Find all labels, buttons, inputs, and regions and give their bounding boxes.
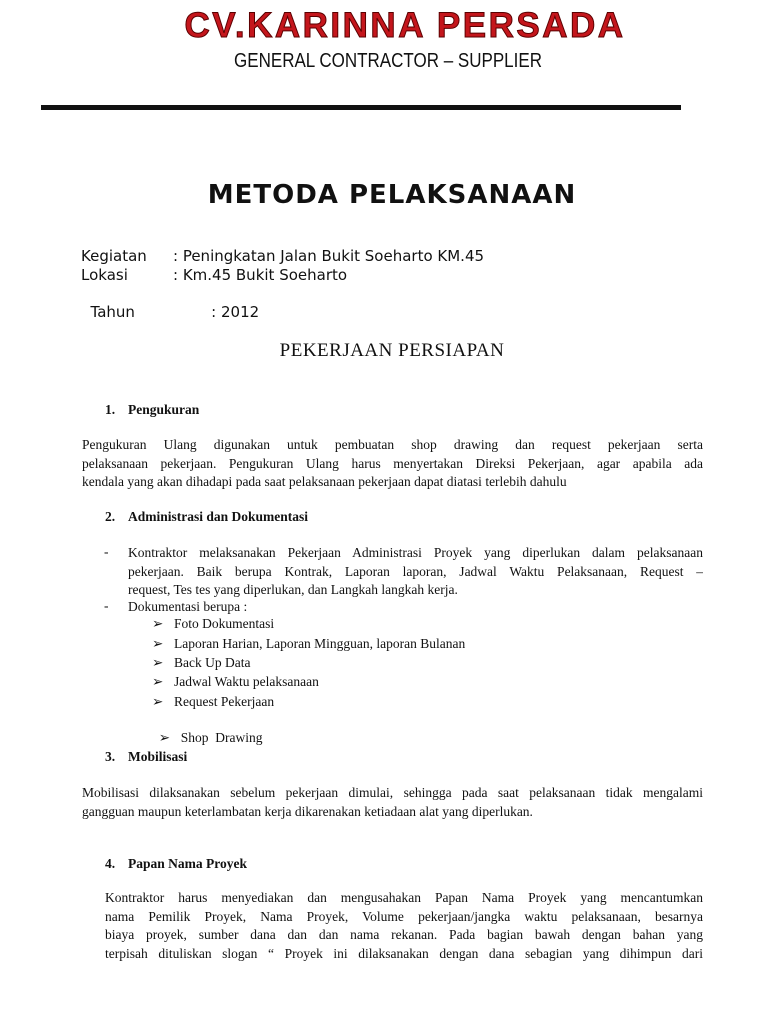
heading-number: 2.	[105, 509, 116, 524]
document-title: METODA PELAKSANAAN	[207, 180, 577, 210]
info-label: Lokasi	[81, 266, 128, 284]
info-row-kegiatan	[81, 247, 484, 265]
heading-papan-nama	[105, 856, 247, 872]
heading-number: 3.	[105, 749, 116, 764]
bullet-text: Foto Dokumentasi	[174, 616, 275, 631]
dash-marker: -	[104, 544, 109, 559]
info-label: Tahun	[90, 303, 135, 321]
paragraph-line: pelaksanaan pekerjaan. Pengukuran Ulang harus menyertakan Direksi Pekerjaan, agar apabila ada	[82, 455, 703, 471]
bullet-item	[152, 616, 274, 632]
info-value: : Km.45 Bukit Soeharto	[173, 266, 348, 284]
section-title: PEKERJAAN PERSIAPAN	[279, 340, 505, 361]
info-value: : Peningkatan Jalan Bukit Soeharto KM.45	[173, 247, 485, 265]
paragraph-line: Dokumentasi berupa :	[128, 599, 248, 614]
paragraph-administrasi	[128, 544, 703, 600]
paragraph-line: Pengukuran Ulang digunakan untuk pembuatan shop drawing dan request pekerjaan serta	[82, 437, 703, 452]
bullet-text: Back Up Data	[174, 655, 251, 670]
paragraph-line: nama Pemilik Proyek, Nama Proyek, Volume pekerjaan/jangka waktu pelaksanaan, besarnya	[105, 908, 703, 924]
info-label: Kegiatan	[81, 247, 147, 265]
dash-marker: -	[104, 598, 109, 613]
arrow-bullet-icon: ➢	[152, 674, 164, 689]
paragraph-line: Mobilisasi dilaksanakan sebelum pekerjaan dimulai, sehingga pada saat pelaksanaan tidak mengalami	[82, 785, 703, 800]
heading-pengukuran	[105, 402, 199, 418]
heading-number: 4.	[105, 856, 116, 871]
bullet-text: Request Pekerjaan	[174, 694, 275, 709]
bullet-item	[152, 694, 274, 710]
info-row-lokasi	[81, 266, 347, 284]
heading-text: Mobilisasi	[128, 749, 188, 764]
heading-text: Administrasi dan Dokumentasi	[128, 509, 309, 524]
bullet-item	[152, 674, 319, 690]
paragraph-pengukuran	[82, 436, 703, 492]
bullet-item	[152, 714, 263, 746]
heading-mobilisasi	[105, 749, 187, 765]
paragraph-papan-nama	[105, 889, 703, 963]
bullet-text: Jadwal Waktu pelaksanaan	[174, 674, 319, 689]
paragraph-line: request, Tes tes yang diperlukan, dan Langkah langkah kerja.	[128, 582, 458, 597]
bullet-item	[152, 636, 465, 652]
paragraph-dokumentasi	[128, 598, 247, 617]
arrow-bullet-icon: ➢	[152, 694, 164, 709]
heading-administrasi	[105, 509, 308, 525]
paragraph-line: gangguan maupun keterlambatan kerja dikarenakan ketiadaan alat yang diperlukan.	[82, 803, 533, 819]
paragraph-line: kendala yang akan dihadapi pada saat pelaksanaan pekerjaan dapat diatasi terlebih dahulu	[82, 474, 567, 489]
arrow-bullet-icon: ➢	[152, 655, 164, 670]
arrow-bullet-icon: ➢	[152, 616, 164, 631]
paragraph-mobilisasi	[82, 784, 703, 821]
paragraph-line: pekerjaan. Baik berupa Kontrak, Laporan laporan, Jadwal Waktu Pelaksanaan, Request –	[128, 563, 703, 579]
bullet-text: Shop Drawing	[180, 730, 263, 745]
arrow-bullet-icon: ➢	[158, 730, 171, 745]
bullet-text: Laporan Harian, Laporan Mingguan, laporan Bulanan	[174, 636, 466, 651]
paragraph-line: biaya proyek, sumber dana dan dan nama rekanan. Pada bagian bawah dengan bahan yang	[105, 927, 703, 942]
info-row-tahun	[81, 285, 259, 321]
paragraph-line: Kontraktor harus menyediakan dan mengusahakan Papan Nama Proyek yang mencantumkan	[105, 890, 703, 905]
company-name: CV.KARINNA PERSADA	[184, 6, 626, 45]
heading-text: Pengukuran	[128, 402, 200, 417]
info-value: : 2012	[182, 303, 260, 321]
paragraph-line: terpisah dituliskan slogan “ Proyek ini dilaksanakan dengan dana sebagian yang dihimpun dari	[105, 945, 703, 961]
bullet-item	[152, 655, 250, 671]
header-rule	[41, 105, 681, 110]
arrow-bullet-icon: ➢	[152, 636, 164, 651]
heading-number: 1.	[105, 402, 116, 417]
heading-text: Papan Nama Proyek	[128, 856, 248, 871]
company-tagline: GENERAL CONTRACTOR – SUPPLIER	[234, 50, 542, 72]
paragraph-line: Kontraktor melaksanakan Pekerjaan Administrasi Proyek yang diperlukan dalam pelaksanaan	[128, 545, 703, 560]
